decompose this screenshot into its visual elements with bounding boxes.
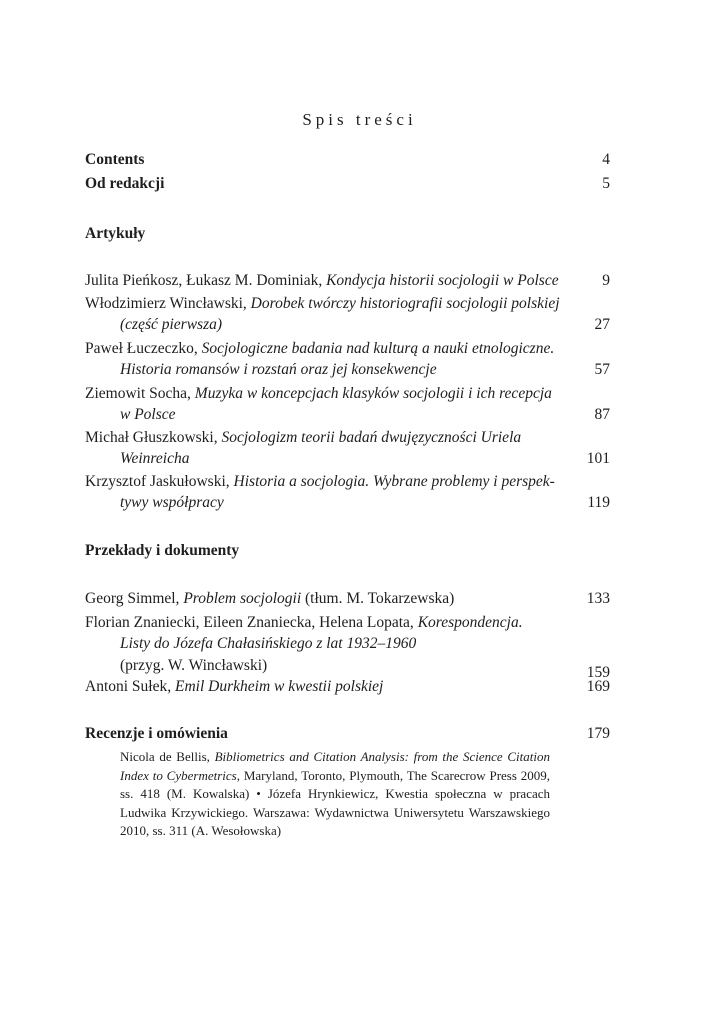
entry-author: Georg Simmel, [85, 590, 184, 607]
entry-title: Socjologiczne badania nad kulturą a nauki etnologiczne. [201, 340, 555, 357]
entry-title-continued: tywy współpracy [120, 494, 224, 511]
entry-title: Dorobek twórczy historiografii socjologii polskiej [250, 295, 560, 312]
entry-title: Korespondencja. [417, 614, 523, 631]
toc-page-number: 4 [602, 151, 610, 168]
toc-label: Contents [85, 151, 145, 168]
toc-page-number: 169 [586, 678, 610, 695]
page-title: Spis treści [302, 110, 417, 129]
toc-page-number: 159 [586, 664, 610, 681]
reviews-description [120, 748, 550, 841]
toc-page-number: 87 [594, 406, 610, 423]
entry-author: Ziemowit Socha, [85, 385, 195, 402]
toc-entry[interactable] [85, 427, 610, 469]
entry-title-continued: Listy do Józefa Chałasińskiego z lat 1932–1960 [120, 635, 417, 652]
entry-title: Historia a socjologia. Wybrane problemy i perspek- [233, 473, 555, 490]
entry-title-continued: Weinreicha [120, 450, 190, 467]
entry-author: Włodzimierz Wincławski, [85, 295, 251, 312]
toc-entry-editorial[interactable] [85, 173, 610, 194]
toc-entry[interactable] [85, 293, 610, 335]
entry-title: Kondycja historii socjologii w Polsce [326, 272, 559, 289]
toc-entry[interactable] [85, 588, 610, 609]
entry-title-continued: (część pierwsza) [120, 316, 223, 333]
entry-author: Paweł Łuczeczko, [85, 340, 202, 357]
entry-note: (tłum. M. Tokarzewska) [301, 590, 455, 607]
entry-title-continued: w Polsce [120, 406, 176, 423]
toc-entry[interactable] [85, 676, 610, 697]
toc-entry[interactable] [85, 270, 610, 291]
entry-author: Krzysztof Jaskułowski, [85, 473, 234, 490]
entry-author: Julita Pieńkosz, Łukasz M. Dominiak, [85, 272, 327, 289]
entry-author: Michał Głuszkowski, [85, 429, 222, 446]
section-heading-reviews: Recenzje i omówienia [85, 725, 228, 742]
entry-note: (przyg. W. Wincławski) [120, 657, 268, 674]
toc-entry[interactable] [85, 338, 610, 380]
entry-title-continued: Historia romansów i rozstań oraz jej konsekwencje [120, 361, 437, 378]
toc-entry[interactable] [85, 383, 610, 425]
toc-page-number: 57 [594, 361, 610, 378]
section-heading-articles: Artykuły [85, 225, 146, 242]
toc-page-number: 179 [586, 725, 610, 742]
review-book-title: Bibliometrics and Citation Analysis: from the Science Citation Index to Cybermetrics [120, 749, 550, 783]
toc-entry[interactable] [85, 471, 610, 513]
toc-entry[interactable] [85, 612, 610, 681]
review-text: , Maryland, Toronto, Plymouth, The Scarecrow Press 2009, ss. 418 (M. Kowalska) • Józefa Hrynkiewicz, Kwestia społeczna w pracach Ludwika Krzywickiego. Warszawa: Wydawnictwa Uniwersytetu Warszawskiego 2010, ss. 311 (A. Wesołowska) [120, 767, 550, 838]
toc-page-number: 119 [587, 494, 610, 511]
entry-author: Antoni Sułek, [85, 678, 175, 695]
entry-title: Muzyka w koncepcjach klasyków socjologii i ich recepcja [194, 385, 552, 402]
review-text: Nicola de Bellis, [120, 749, 215, 764]
toc-entry-reviews[interactable] [85, 723, 610, 744]
toc-page-number: 9 [602, 272, 610, 289]
entry-title: Problem socjologii [183, 590, 302, 607]
section-heading-translations: Przekłady i dokumenty [85, 542, 240, 559]
toc-label: Od redakcji [85, 175, 165, 192]
entry-title: Emil Durkheim w kwestii polskiej [175, 678, 384, 695]
toc-page-number: 133 [586, 590, 610, 607]
toc-entry-contents[interactable] [85, 149, 610, 170]
entry-author: Florian Znaniecki, Eileen Znaniecka, Helena Lopata, [85, 614, 418, 631]
toc-page-number: 5 [602, 175, 610, 192]
toc-page-number: 27 [594, 316, 610, 333]
entry-title: Socjologizm teorii badań dwujęzyczności Uriela [221, 429, 522, 446]
toc-page-number: 101 [586, 450, 610, 467]
